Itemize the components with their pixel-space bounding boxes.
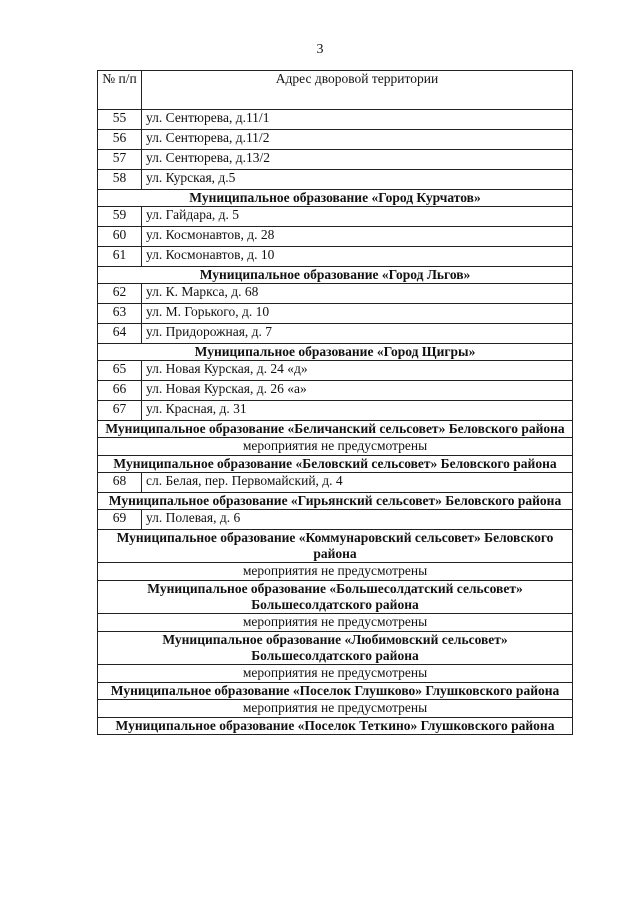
section-row [98, 421, 573, 438]
row-number: 64 [98, 324, 142, 344]
row-number: 68 [98, 473, 142, 493]
note-row [98, 665, 573, 683]
row-address: сл. Белая, пер. Первомайский, д. 4 [142, 473, 573, 493]
row-number: 61 [98, 247, 142, 267]
section-row [98, 493, 573, 510]
note-row [98, 614, 573, 632]
section-heading: Муниципальное образование «Поселок Глушково» Глушковского района [98, 683, 573, 700]
row-number: 57 [98, 150, 142, 170]
table-row [98, 401, 573, 421]
row-number: 55 [98, 110, 142, 130]
note-text: мероприятия не предусмотрены [98, 614, 573, 632]
section-row [98, 581, 573, 614]
section-heading: Муниципальное образование «Беловский сельсовет» Беловского района [98, 456, 573, 473]
row-address: ул. Новая Курская, д. 24 «д» [142, 361, 573, 381]
section-row [98, 344, 573, 361]
section-heading: Муниципальное образование «Город Льгов» [98, 267, 573, 284]
row-address: ул. Гайдара, д. 5 [142, 207, 573, 227]
table-row [98, 510, 573, 530]
row-address: ул. Красная, д. 31 [142, 401, 573, 421]
row-address: ул. М. Горького, д. 10 [142, 304, 573, 324]
row-address: ул. Сентюрева, д.11/1 [142, 110, 573, 130]
table-row [98, 324, 573, 344]
row-number: 58 [98, 170, 142, 190]
row-address: ул. Сентюрева, д.11/2 [142, 130, 573, 150]
row-number: 60 [98, 227, 142, 247]
section-heading: Муниципальное образование «Большесолдатский сельсовет» Большесолдатского района [98, 581, 573, 614]
row-number: 59 [98, 207, 142, 227]
section-heading: Муниципальное образование «Город Курчатов» [98, 190, 573, 207]
section-row [98, 718, 573, 735]
note-text: мероприятия не предусмотрены [98, 563, 573, 581]
table-row [98, 381, 573, 401]
note-text: мероприятия не предусмотрены [98, 700, 573, 718]
row-address: ул. Новая Курская, д. 26 «а» [142, 381, 573, 401]
row-number: 65 [98, 361, 142, 381]
note-text: мероприятия не предусмотрены [98, 438, 573, 456]
row-number: 66 [98, 381, 142, 401]
row-number: 67 [98, 401, 142, 421]
header-number: № п/п [98, 71, 142, 110]
row-address: ул. К. Маркса, д. 68 [142, 284, 573, 304]
table-header-row [98, 71, 573, 110]
table-row [98, 247, 573, 267]
section-heading: Муниципальное образование «Поселок Теткино» Глушковского района [98, 718, 573, 735]
table-row [98, 150, 573, 170]
table-body [98, 110, 573, 735]
section-heading: Муниципальное образование «Беличанский сельсовет» Беловского района [98, 421, 573, 438]
section-row [98, 632, 573, 665]
row-address: ул. Придорожная, д. 7 [142, 324, 573, 344]
section-row [98, 190, 573, 207]
section-row [98, 267, 573, 284]
row-number: 62 [98, 284, 142, 304]
row-address: ул. Космонавтов, д. 28 [142, 227, 573, 247]
table-row [98, 473, 573, 493]
row-address: ул. Полевая, д. 6 [142, 510, 573, 530]
table-row [98, 207, 573, 227]
table-row [98, 304, 573, 324]
table-row [98, 361, 573, 381]
header-address: Адрес дворовой территории [142, 71, 573, 110]
table-row [98, 170, 573, 190]
table-row [98, 284, 573, 304]
note-row [98, 563, 573, 581]
row-address: ул. Сентюрева, д.13/2 [142, 150, 573, 170]
row-address: ул. Космонавтов, д. 10 [142, 247, 573, 267]
table-row [98, 227, 573, 247]
section-row [98, 683, 573, 700]
section-heading: Муниципальное образование «Город Щигры» [98, 344, 573, 361]
table-row [98, 130, 573, 150]
address-table [97, 70, 573, 735]
section-heading: Муниципальное образование «Гирьянский сельсовет» Беловского района [98, 493, 573, 510]
section-row [98, 530, 573, 563]
section-heading: Муниципальное образование «Коммунаровский сельсовет» Беловского района [98, 530, 573, 563]
row-address: ул. Курская, д.5 [142, 170, 573, 190]
section-heading: Муниципальное образование «Любимовский сельсовет» Большесолдатского района [98, 632, 573, 665]
row-number: 56 [98, 130, 142, 150]
row-number: 69 [98, 510, 142, 530]
row-number: 63 [98, 304, 142, 324]
page-number: 3 [316, 42, 324, 57]
note-row [98, 700, 573, 718]
note-row [98, 438, 573, 456]
table-row [98, 110, 573, 130]
section-row [98, 456, 573, 473]
note-text: мероприятия не предусмотрены [98, 665, 573, 683]
